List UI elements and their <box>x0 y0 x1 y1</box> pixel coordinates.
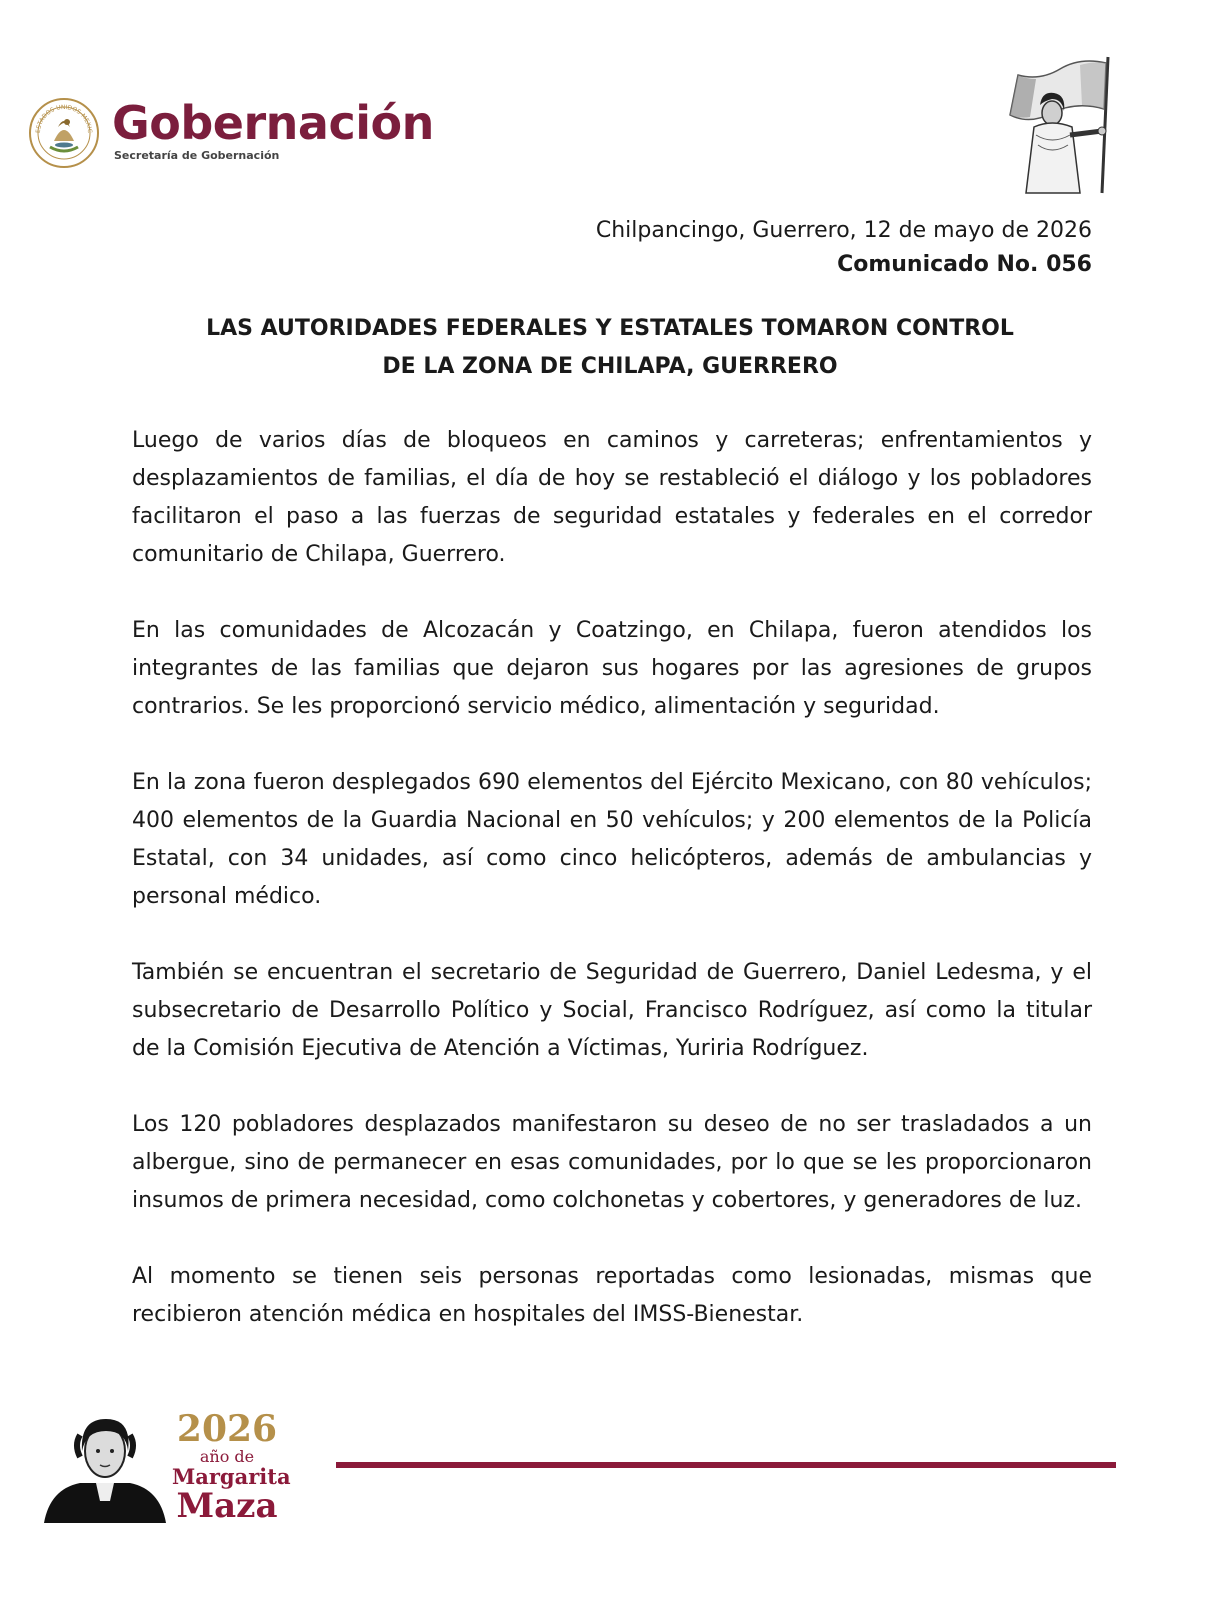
margarita-maza-portrait-icon <box>40 1405 170 1525</box>
seal-text: ESTADOS UNIDOS MEXIC <box>34 103 94 134</box>
paragraph-6: Al momento se tienen seis personas reportadas como lesionadas, mismas que recibieron atención médica en hospitales del IMSS-Bienestar. <box>132 1264 1092 1327</box>
paragraph-3: En la zona fueron desplegados 690 elementos del Ejército Mexicano, con 80 vehículos; 400 elementos de la Guardia Nacional en 50 vehículos; y 200 elementos de la Policía Estatal, con 34 unidades, así como cinco helicópteros, además de ambulancias y personal médico. <box>132 770 1092 909</box>
header-logo <box>28 95 448 175</box>
footer-divider <box>336 1462 1116 1468</box>
coat-of-arms-seal-icon <box>28 97 100 169</box>
footer-surname: Maza <box>176 1486 278 1526</box>
footer-name: Margarita <box>172 1464 291 1489</box>
body-text <box>132 422 1092 1372</box>
dateline <box>596 214 1092 282</box>
paragraph-5: Los 120 pobladores desplazados manifestaron su deseo de no ser trasladados a un albergue, sino de permanecer en esas comunidades, por lo que se les proporcionaron insumos de primera necesidad, como colchonetas y cobertores, y generadores de luz. <box>132 1112 1092 1213</box>
footer-year: 2026 <box>176 1408 278 1450</box>
paragraph-4: También se encuentran el secretario de Seguridad de Guerrero, Daniel Ledesma, y el subsecretario de Desarrollo Político y Social, Francisco Rodríguez, así como la titular de la Comisión Ejecutiva de Atención a Víctimas, Yuriria Rodríguez. <box>132 960 1092 1061</box>
place-date: Chilpancingo, Guerrero, 12 de mayo de 2026 <box>595 218 1092 243</box>
woman-flag-illustration-icon <box>990 55 1130 195</box>
footer-year-badge <box>172 1408 291 1526</box>
headline-line-1: LAS AUTORIDADES FEDERALES Y ESTATALES TOMARON CONTROL <box>206 316 1014 341</box>
brand-title: Gobernación <box>112 96 434 150</box>
comunicado-number: Comunicado No. 056 <box>837 252 1092 277</box>
footer-year-line: año de <box>199 1447 255 1466</box>
headline-line-2: DE LA ZONA DE CHILAPA, GUERRERO <box>382 354 838 379</box>
headline <box>130 310 1090 386</box>
paragraph-1: Luego de varios días de bloqueos en caminos y carreteras; enfrentamientos y desplazamientos de familias, el día de hoy se restableció el diálogo y los pobladores facilitaron el paso a las fuerzas de seguridad estatales y federales en el corredor comunitario de Chilapa, Guerrero. <box>132 428 1092 567</box>
paragraph-2: En las comunidades de Alcozacán y Coatzingo, en Chilapa, fueron atendidos los integrantes de las familias que dejaron sus hogares por las agresiones de grupos contrarios. Se les proporcionó servicio médico, alimentación y seguridad. <box>132 618 1092 719</box>
brand-subtitle: Secretaría de Gobernación <box>114 149 280 162</box>
